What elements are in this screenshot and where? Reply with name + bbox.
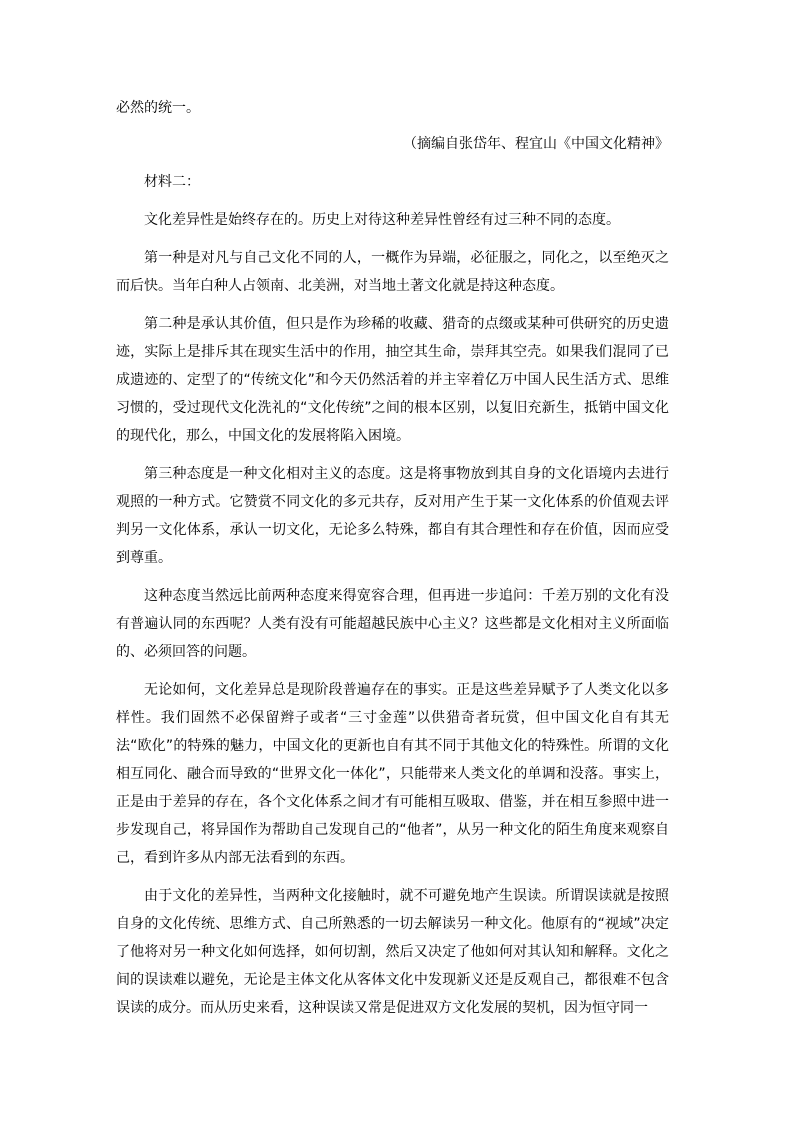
document-page <box>116 94 669 1022</box>
paragraph-2: 第一种是对凡与自己文化不同的人，一概作为异端，必征服之，同化之，以至绝灭之而后快。当年白种人占领南、北美洲，对当地土著文化就是持这种态度。 <box>116 250 669 294</box>
paragraph-3: 第二种是承认其价值，但只是作为珍稀的收藏、猎奇的点缀或某种可供研究的历史遗迹，实际上是排斥其在现实生活中的作用，抽空其生命，崇拜其空壳。如果我们混同了已成遗迹的、定型了的“传统文化”和今天仍然活着的并主宰着亿万中国人民生活方式、思维习惯的，受过现代文化洗礼的“文化传统”之间的根本区别，以复旧充新生，抵销中国文化的现代化，那么，中国文化的发展将陷入困境。 <box>116 316 669 444</box>
paragraph-6: 无论如何，文化差异总是现阶段普遍存在的事实。正是这些差异赋予了人类文化以多样性。我们固然不必保留辫子或者“三寸金莲”以供猎奇者玩赏，但中国文化自有其无法“欧化”的特殊的魅力，中国文化的更新也自有其不同于其他文化的特殊性。所谓的文化相互同化、融合而导致的“世界文化一体化”，只能带来人类文化的单调和没落。事实上，正是由于差异的存在，各个文化体系之间才有可能相互吸取、借鉴，并在相互参照中进一步发现自己，将异国作为帮助自己发现自己的“他者”，从另一种文化的陌生角度来观察自己，看到许多从内部无法看到的东西。 <box>116 682 669 866</box>
paragraph-7: 由于文化的差异性，当两种文化接触时，就不可避免地产生误读。所谓误读就是按照自身的文化传统、思维方式、自己所熟悉的一切去解读另一种文化。他原有的“视域”决定了他将对另一种文化如何选择，如何切割，然后又决定了他如何对其认知和解释。文化之间的误读难以避免，无论是主体文化从客体文化中发现新义还是反观自己，都很难不包含误读的成分。而从历史来看，这种误读又常是促进双方文化发展的契机，因为恒守同一 <box>116 888 669 1016</box>
paragraph-1: 文化差异性是始终存在的。历史上对待这种差异性曾经有过三种不同的态度。 <box>144 212 620 228</box>
source-citation: （摘编自张岱年、程宜山《中国文化精神》 <box>403 136 669 152</box>
paragraph-5: 这种态度当然远比前两种态度来得宽容合理，但再进一步追问：千差万别的文化有没有普遍认同的东西呢？人类有没有可能超越民族中心主义？这些都是文化相对主义所面临的、必须回答的问题。 <box>116 588 669 660</box>
continuation-line: 必然的统一。 <box>116 100 200 116</box>
paragraph-4: 第三种态度是一种文化相对主义的态度。这是将事物放到其自身的文化语境内去进行观照的一种方式。它赞赏不同文化的多元共存，反对用产生于某一文化体系的价值观去评判另一文化体系，承认一切文化，无论多么特殊，都自有其合理性和存在价值，因而应受到尊重。 <box>116 466 669 566</box>
material-heading: 材料二： <box>144 174 200 190</box>
